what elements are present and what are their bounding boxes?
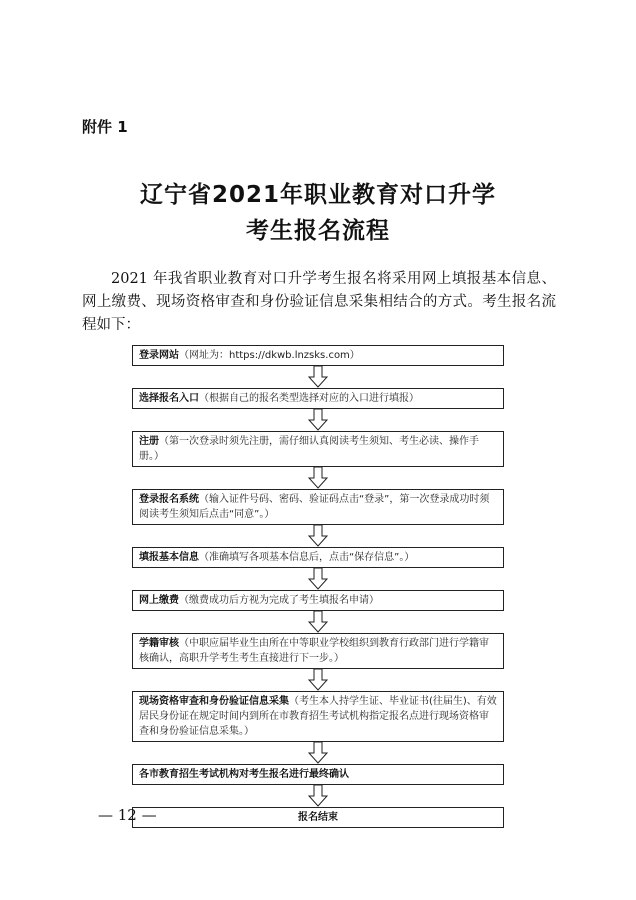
step-head: 学籍审核 bbox=[139, 638, 179, 649]
step-onsite-verification bbox=[132, 691, 504, 742]
step-text: （准确填写各项基本信息后，点击“保存信息”。） bbox=[199, 552, 415, 563]
flowchart bbox=[132, 345, 504, 828]
step-fill-info bbox=[132, 547, 504, 568]
step-final-confirmation bbox=[132, 764, 504, 785]
step-login-system bbox=[132, 489, 504, 525]
step-login-site bbox=[132, 345, 504, 366]
step-text: （中职应届毕业生由所在中等职业学校组织到教育行政部门进行学籍审核确认，高职升学考生考生直接进行下一步。） bbox=[139, 638, 489, 664]
document-title-line1: 辽宁省2021年职业教育对口升学 bbox=[139, 182, 496, 208]
step-text: （根据自己的报名类型选择对应的入口进行填报） bbox=[199, 393, 419, 404]
step-head: 登录报名系统 bbox=[139, 494, 199, 505]
down-arrow-icon bbox=[132, 785, 504, 807]
down-arrow-icon bbox=[132, 669, 504, 691]
step-online-payment bbox=[132, 590, 504, 611]
step-text: （网址为：https://dkwb.lnzsks.com） bbox=[179, 350, 360, 361]
document-title-line2: 考生报名流程 bbox=[246, 218, 390, 244]
step-text: （第一次登录时须先注册，需仔细认真阅读考生须知、考生必读、操作手册。） bbox=[139, 436, 479, 462]
step-head: 选择报名入口 bbox=[139, 393, 199, 404]
down-arrow-icon bbox=[132, 409, 504, 431]
down-arrow-icon bbox=[132, 467, 504, 489]
step-head: 各市教育招生考试机构对考生报名进行最终确认 bbox=[139, 769, 349, 780]
step-status-review bbox=[132, 633, 504, 669]
step-registration-end bbox=[132, 807, 504, 828]
step-head: 报名结束 bbox=[298, 812, 338, 823]
step-text: （考生本人持学生证、毕业证书(往届生)、有效居民身份证在规定时间内到所在市教育招生考试机构指定报名点进行现场资格审查和身份验证信息采集。） bbox=[139, 696, 497, 737]
page-number: — 12 — bbox=[98, 806, 157, 824]
step-head: 登录网站 bbox=[139, 350, 179, 361]
step-choose-entry bbox=[132, 388, 504, 409]
down-arrow-icon bbox=[132, 742, 504, 764]
down-arrow-icon bbox=[132, 611, 504, 633]
down-arrow-icon bbox=[132, 525, 504, 547]
step-text: （缴费成功后方视为完成了考生填报名申请） bbox=[179, 595, 379, 606]
attachment-label: 附件 1 bbox=[82, 118, 128, 136]
step-text: （输入证件号码、密码、验证码点击“登录”，第一次登录成功时须阅读考生须知后点击“同意”。） bbox=[139, 494, 490, 520]
down-arrow-icon bbox=[132, 366, 504, 388]
step-head: 网上缴费 bbox=[139, 595, 179, 606]
step-head: 注册 bbox=[139, 436, 159, 447]
step-register bbox=[132, 431, 504, 467]
step-head: 填报基本信息 bbox=[139, 552, 199, 563]
intro-paragraph: 2021 年我省职业教育对口升学考生报名将采用网上填报基本信息、网上缴费、现场资格审查和身份验证信息采集相结合的方式。考生报名流程如下： bbox=[82, 271, 556, 333]
down-arrow-icon bbox=[132, 568, 504, 590]
step-head: 现场资格审查和身份验证信息采集 bbox=[139, 696, 289, 707]
